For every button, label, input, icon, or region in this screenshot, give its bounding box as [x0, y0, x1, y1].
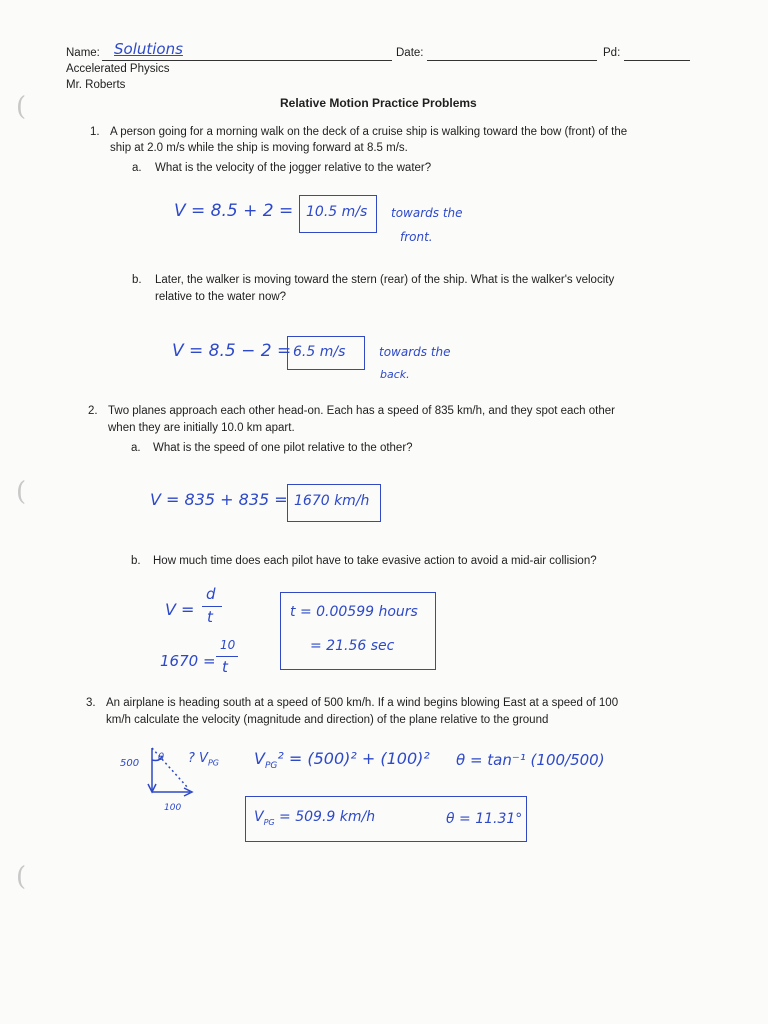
q2b-label: b. [131, 555, 141, 567]
q2-text-line1: Two planes approach each other head-on. Each has a speed of 835 km/h, and they spot each other [108, 405, 615, 417]
q1a-note-line1: towards the [391, 206, 463, 220]
q1b-text-line1: Later, the walker is moving toward the stern (rear) of the ship. What is the walker's velocity [155, 274, 615, 286]
course-name: Accelerated Physics [66, 63, 170, 75]
date-label: Date: [396, 47, 424, 59]
q1b-equation: V = 8.5 − 2 = [172, 341, 292, 361]
q1a-text: What is the velocity of the jogger relative to the water? [155, 162, 432, 174]
pd-line [624, 60, 690, 61]
q1-text-line2: ship at 2.0 m/s while the ship is moving forward at 8.5 m/s. [110, 142, 408, 154]
q2a-text: What is the speed of one pilot relative to the other? [153, 442, 413, 454]
pd-label: Pd: [603, 47, 621, 59]
teacher-name: Mr. Roberts [66, 79, 126, 91]
q1a-answer: 10.5 m/s [306, 204, 368, 220]
q3-text-line1: An airplane is heading south at a speed of 500 km/h. If a wind begins blowing East at a speed of 100 [106, 697, 619, 709]
page-title: Relative Motion Practice Problems [280, 96, 477, 110]
vector-theta-label: θ [158, 752, 165, 763]
q2b-10: 10 [220, 638, 236, 652]
q2a-label: a. [131, 442, 141, 454]
q2b-1670: 1670 = [160, 652, 216, 670]
q2b-fraction-bar [202, 606, 222, 607]
q2a-equation: V = 835 + 835 = [150, 490, 288, 509]
name-value: Solutions [114, 40, 183, 58]
q3-answer-magnitude: $V_{PG} = 509.9$ km/h [254, 809, 376, 827]
q1b-label: b. [132, 274, 142, 286]
q1-number: 1. [90, 126, 100, 138]
q1b-note-line2: back. [380, 368, 410, 381]
q2b-d: d [206, 585, 216, 603]
q2-number: 2. [88, 405, 98, 417]
name-label: Name: [66, 47, 100, 59]
vector-100-label: 100 [164, 803, 182, 813]
q3-text-line2: km/h calculate the velocity (magnitude and direction) of the plane relative to the ground [106, 714, 549, 726]
q1a-label: a. [132, 162, 142, 174]
q2a-answer: 1670 km/h [294, 493, 370, 509]
q3-number: 3. [86, 697, 96, 709]
date-line [427, 60, 597, 61]
q2b-answer-line2: = 21.56 sec [310, 638, 395, 654]
q3-angle-equation: θ = tan⁻¹ (100/500) [456, 751, 605, 769]
q2b-t: t [207, 608, 213, 626]
binder-hole: ( [16, 92, 27, 122]
name-line [102, 60, 392, 61]
vector-500-label: 500 [120, 758, 140, 769]
q1b-text-line2: relative to the water now? [155, 291, 287, 303]
q2-text-line2: when they are initially 10.0 km apart. [108, 422, 295, 434]
q1-text-line1: A person going for a morning walk on the deck of a cruise ship is walking toward the bow (front) of the [110, 126, 628, 138]
q1b-answer: 6.5 m/s [293, 344, 346, 360]
q2b-fraction-bar-2 [216, 656, 238, 657]
q1b-note-line1: towards the [379, 345, 451, 359]
q2b-v: V = [165, 600, 195, 619]
q2b-text: How much time does each pilot have to take evasive action to avoid a mid-air collision? [153, 555, 597, 567]
binder-hole: ( [16, 477, 27, 507]
vector-vpg-label: ? $V_{PG}$ [188, 751, 219, 768]
q1a-equation: V = 8.5 + 2 = [174, 201, 294, 221]
binder-hole: ( [16, 862, 27, 892]
q2b-answer-line1: t = 0.00599 hours [290, 604, 418, 620]
q3-answer-angle: θ = 11.31° [446, 811, 523, 827]
q1a-note-line2: front. [400, 230, 433, 244]
q2b-t2: t [222, 658, 228, 676]
q3-pythagorean-equation: $V_{PG}^2 = (500)^2 + (100)^2$ [254, 749, 430, 772]
